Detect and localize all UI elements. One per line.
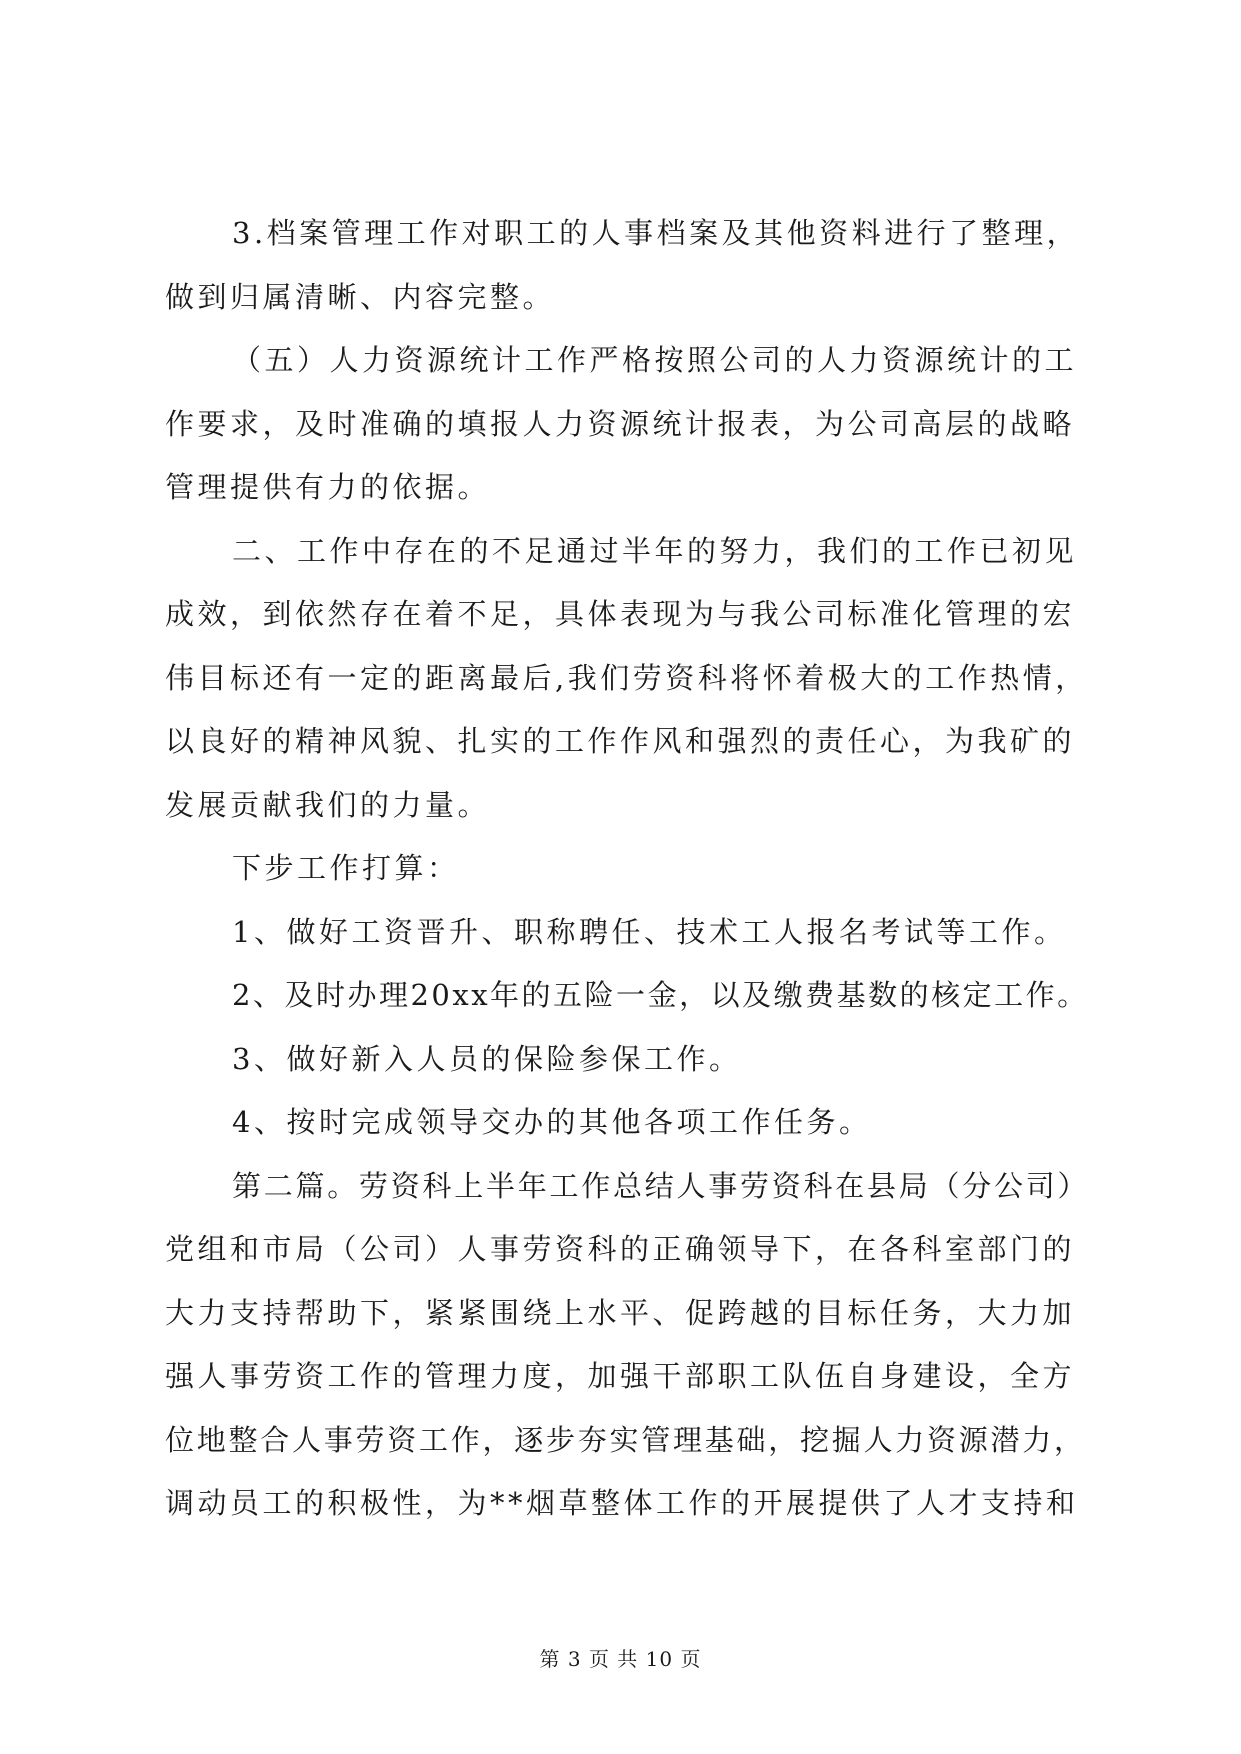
text-line: 以良好的精神风貌、扎实的工作作风和强烈的责任心，为我矿的 — [165, 724, 1076, 758]
text-line: 2、及时办理20xx年的五险一金，以及缴费基数的核定工作。 — [232, 978, 1089, 1012]
text-line: （五）人力资源统计工作严格按照公司的人力资源统计的工 — [232, 343, 1078, 377]
text-line: 二、工作中存在的不足通过半年的努力，我们的工作已初见 — [232, 533, 1078, 568]
text-line: 1、做好工资晋升、职称聘任、技术工人报名考试等工作。 — [232, 914, 1067, 949]
text-line: 第二篇。劳资科上半年工作总结人事劳资科在县局（分公司） — [232, 1168, 1090, 1203]
text-line: 伟目标还有一定的距离最后,我们劳资科将怀着极大的工作热情， — [165, 660, 1088, 695]
document-body — [165, 202, 1090, 1536]
text-line: 管理提供有力的依据。 — [165, 470, 491, 504]
text-line: 调动员工的积极性，为**烟草整体工作的开展提供了人才支持和 — [165, 1486, 1079, 1520]
page-footer: 第 3 页 共 10 页 — [539, 1647, 702, 1671]
text-line: 下步工作打算： — [232, 851, 460, 885]
text-line: 3、做好新入人员的保险参保工作。 — [232, 1041, 742, 1076]
text-line: 强人事劳资工作的管理力度，加强干部职工队伍自身建设，全方 — [165, 1359, 1076, 1393]
text-line: 大力支持帮助下，紧紧围绕上水平、促跨越的目标任务，大力加 — [165, 1295, 1076, 1330]
text-line: 4、按时完成领导交办的其他各项工作任务。 — [232, 1105, 872, 1139]
text-line: 发展贡献我们的力量。 — [165, 787, 491, 822]
text-line: 成效，到依然存在着不足，具体表现为与我公司标准化管理的宏 — [165, 597, 1076, 631]
text-line: 3.档案管理工作对职工的人事档案及其他资料进行了整理， — [232, 216, 1080, 250]
text-line: 做到归属清晰、内容完整。 — [165, 279, 556, 314]
text-line: 党组和市局（公司）人事劳资科的正确领导下，在各科室部门的 — [165, 1232, 1076, 1266]
text-line: 作要求，及时准确的填报人力资源统计报表，为公司高层的战略 — [165, 406, 1076, 441]
text-line: 位地整合人事劳资工作，逐步夯实管理基础，挖掘人力资源潜力， — [165, 1422, 1086, 1457]
